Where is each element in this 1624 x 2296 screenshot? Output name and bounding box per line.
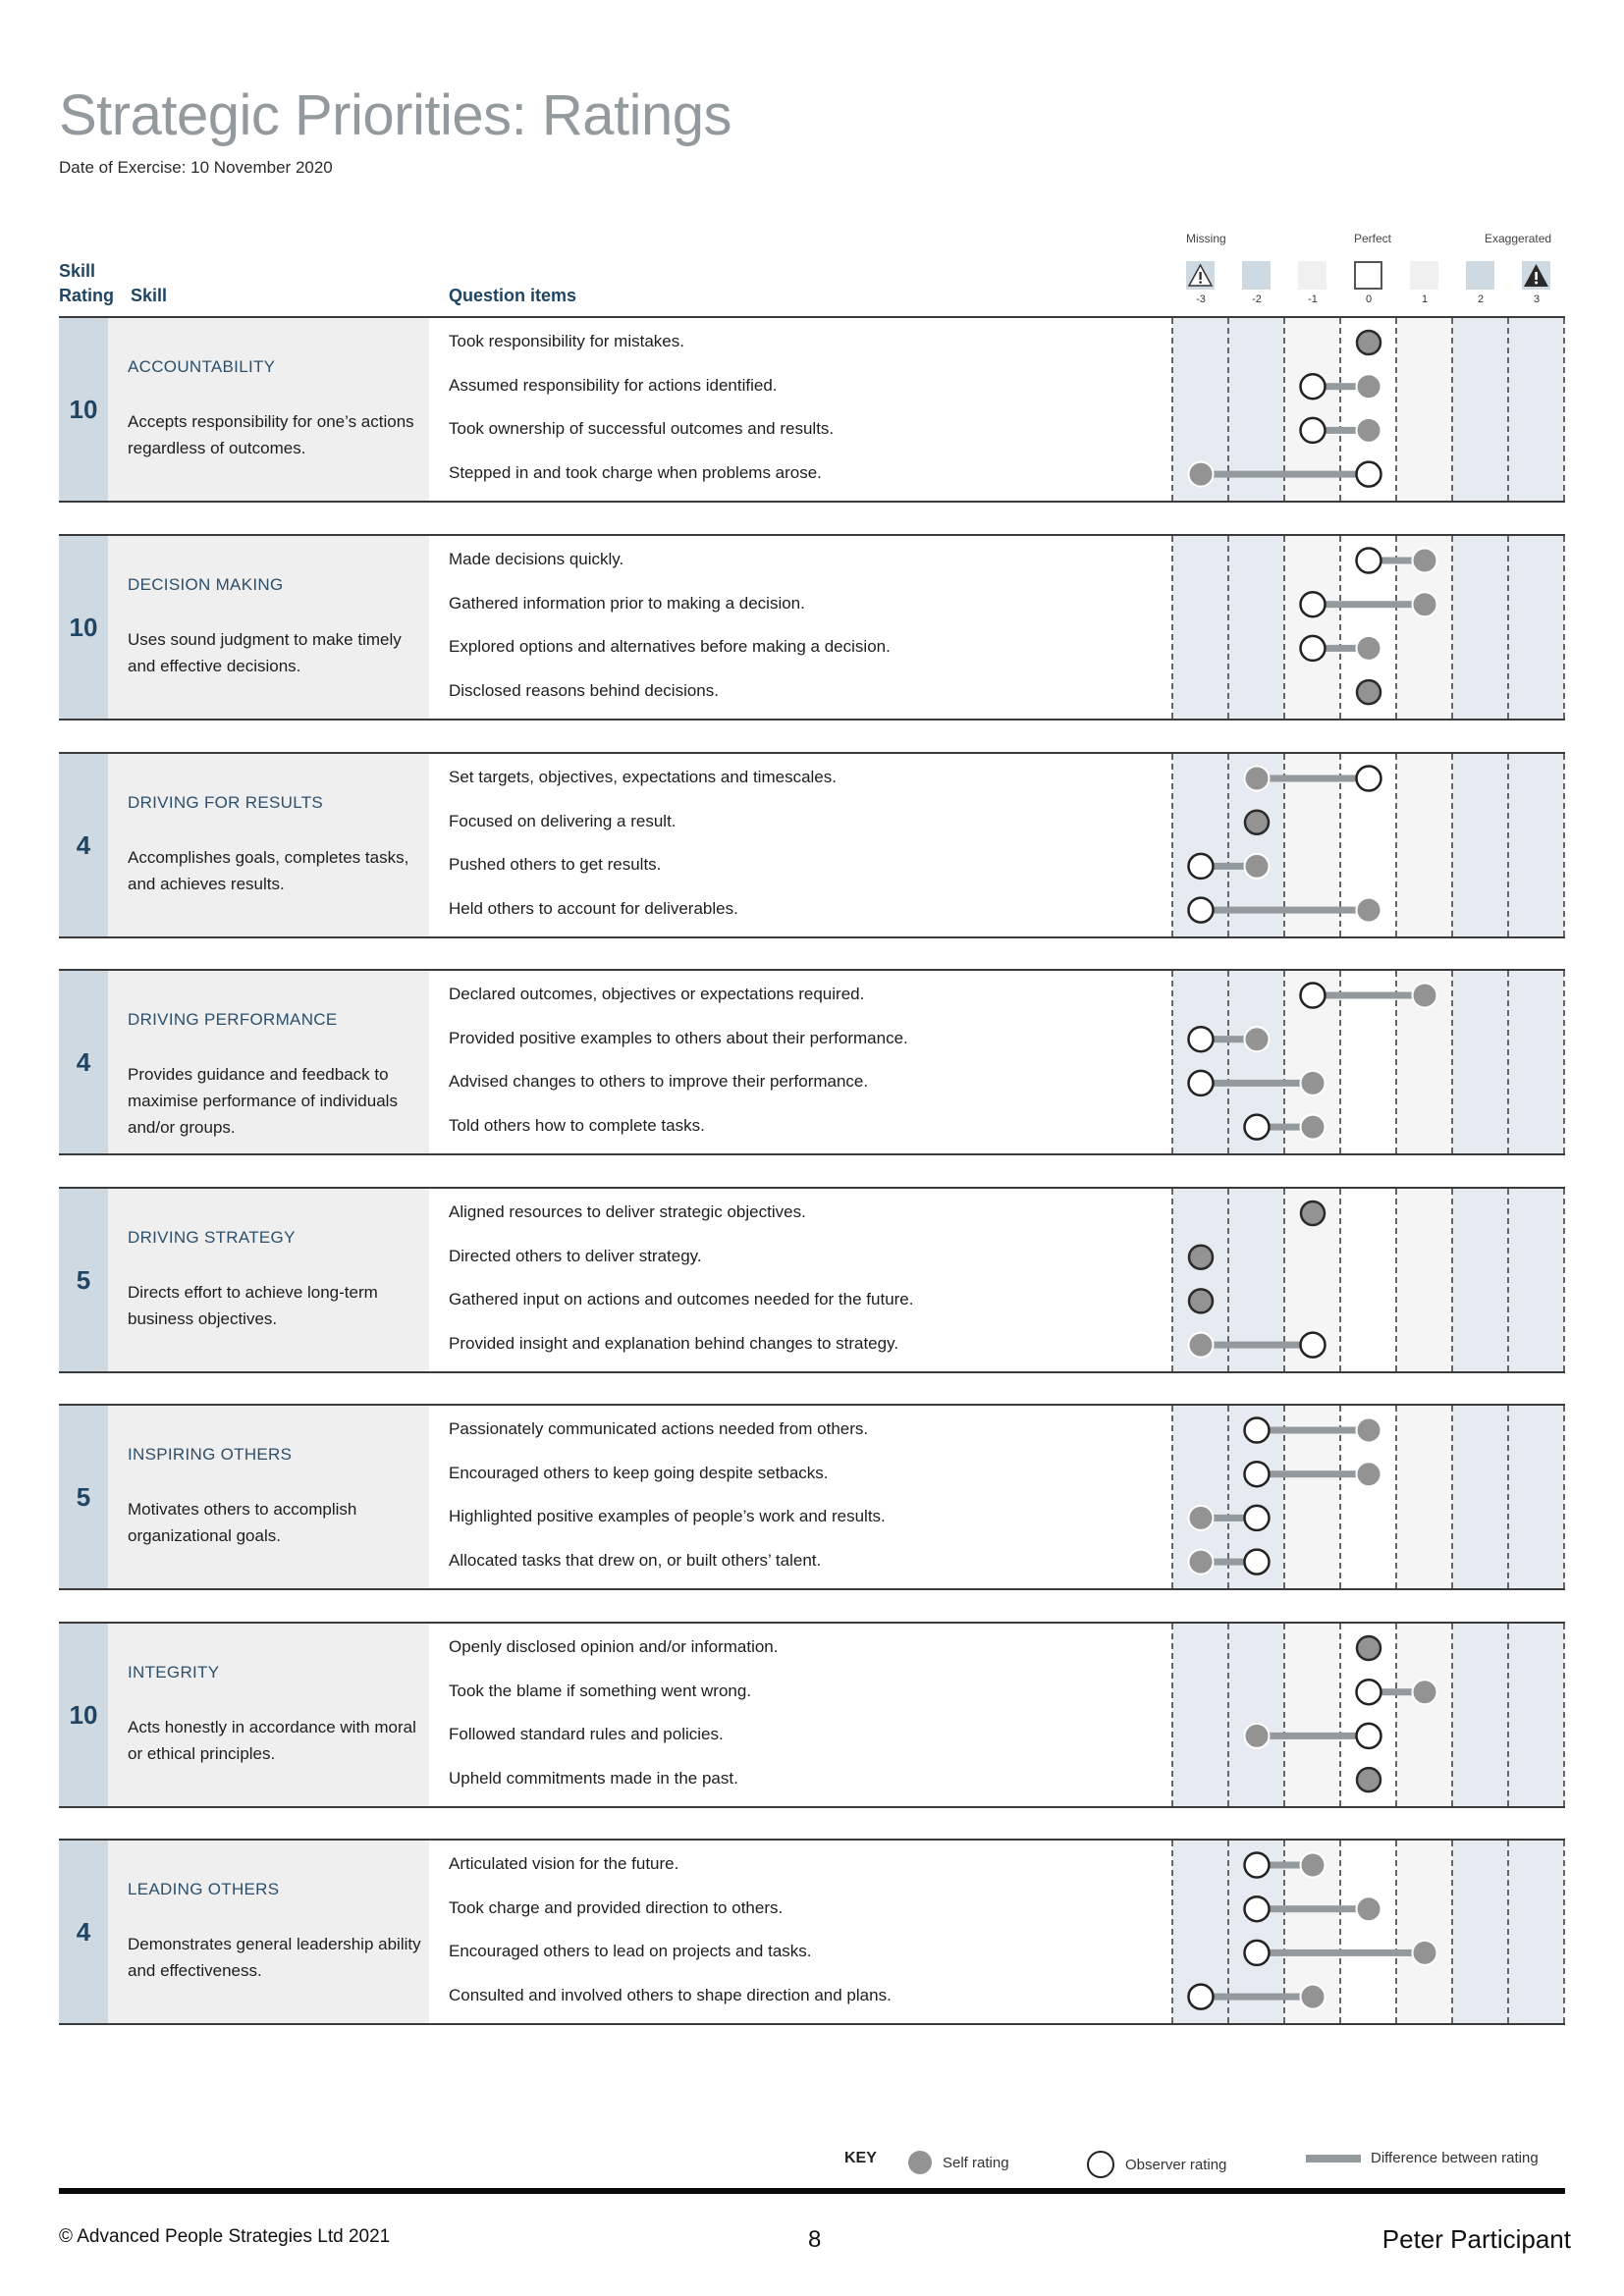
question-item: Took responsibility for mistakes. bbox=[449, 332, 684, 350]
scale-tick-label: -1 bbox=[1308, 294, 1318, 305]
skill-info bbox=[108, 1406, 429, 1588]
self-rating-marker bbox=[1189, 1506, 1214, 1530]
question-items bbox=[429, 1189, 1172, 1371]
rating-scale-legend bbox=[1172, 232, 1565, 310]
rating-chart bbox=[1172, 971, 1565, 1153]
scale-tick-label: 3 bbox=[1533, 294, 1541, 305]
scale-box-1 bbox=[1410, 261, 1438, 290]
self-rating-marker bbox=[1357, 1896, 1381, 1921]
skill-info bbox=[108, 1624, 429, 1806]
question-item: Gathered input on actions and outcomes needed for the future. bbox=[449, 1290, 914, 1309]
rating-chart bbox=[1172, 1841, 1565, 2023]
question-item: Made decisions quickly. bbox=[449, 550, 624, 568]
scale-exaggerated-label: Exaggerated bbox=[1485, 232, 1552, 245]
self-rating-marker bbox=[1357, 636, 1381, 661]
question-items bbox=[429, 318, 1172, 501]
skill-description: Accomplishes goals, completes tasks, and achieves results. bbox=[128, 848, 409, 893]
observer-rating-marker bbox=[1189, 1071, 1214, 1095]
skill-block-accountability bbox=[59, 316, 1565, 503]
key-title: KEY bbox=[844, 2150, 877, 2166]
rating-chart bbox=[1172, 318, 1565, 501]
skill-name: DECISION MAKING bbox=[128, 575, 284, 594]
question-item: Held others to account for deliverables. bbox=[449, 899, 738, 919]
difference-bar bbox=[1257, 775, 1369, 782]
observer-rating-marker bbox=[1189, 898, 1214, 923]
skill-block-decision-making bbox=[59, 534, 1565, 721]
question-item: Encouraged others to lead on projects and tasks. bbox=[449, 1942, 812, 1961]
question-item: Consulted and involved others to shape direction and plans. bbox=[449, 1986, 892, 2005]
rating-plot bbox=[1172, 1624, 1565, 1806]
matched-rating-marker bbox=[1357, 1636, 1380, 1660]
skill-name: DRIVING PERFORMANCE bbox=[128, 1010, 338, 1029]
self-rating-marker bbox=[1413, 984, 1437, 1008]
self-rating-marker bbox=[1245, 1027, 1270, 1051]
skill-name: DRIVING STRATEGY bbox=[128, 1228, 296, 1247]
column-header-question-items: Question items bbox=[449, 286, 577, 305]
skill-description: Motivates others to accomplish organizational goals. bbox=[128, 1500, 357, 1545]
question-item: Stepped in and took charge when problems arose. bbox=[449, 463, 822, 483]
self-rating-marker bbox=[1245, 1724, 1270, 1748]
skill-info bbox=[108, 754, 429, 936]
self-rating-marker bbox=[1245, 854, 1270, 879]
question-item: Aligned resources to deliver strategic objectives. bbox=[449, 1202, 806, 1221]
question-item: Took charge and provided direction to others. bbox=[449, 1897, 784, 1917]
skill-rating: 4 bbox=[59, 1841, 108, 2023]
observer-rating-marker bbox=[1357, 549, 1381, 573]
question-item: Told others how to complete tasks. bbox=[449, 1116, 705, 1136]
scale-tick-label: 0 bbox=[1365, 294, 1373, 305]
skill-name: INSPIRING OTHERS bbox=[128, 1445, 293, 1464]
self-rating-key-icon bbox=[907, 2150, 933, 2175]
observer-rating-marker bbox=[1245, 1853, 1270, 1878]
skill-description: Uses sound judgment to make timely and effective decisions. bbox=[128, 630, 402, 675]
difference-bar bbox=[1257, 1427, 1369, 1434]
difference-bar bbox=[1257, 1949, 1425, 1956]
observer-rating-marker bbox=[1245, 1462, 1270, 1486]
difference-bar bbox=[1313, 992, 1425, 999]
self-rating-marker bbox=[1357, 1462, 1381, 1486]
question-item: Gathered information prior to making a decision. bbox=[449, 593, 805, 613]
rating-plot bbox=[1172, 536, 1565, 719]
question-items bbox=[429, 536, 1172, 719]
rating-chart bbox=[1172, 536, 1565, 719]
rating-plot bbox=[1172, 754, 1565, 936]
skill-name: LEADING OTHERS bbox=[128, 1880, 280, 1898]
skill-info bbox=[108, 536, 429, 719]
self-rating-marker bbox=[1189, 462, 1214, 487]
observer-rating-marker bbox=[1245, 1896, 1270, 1921]
skill-block-driving-performance bbox=[59, 969, 1565, 1155]
observer-rating-marker bbox=[1357, 462, 1381, 487]
observer-rating-marker bbox=[1245, 1941, 1270, 1965]
observer-rating-marker bbox=[1301, 1333, 1326, 1358]
skill-description: Provides guidance and feedback to maximise performance of individuals and/or groups. bbox=[128, 1065, 398, 1137]
participant-name: Peter Participant bbox=[1381, 2224, 1571, 2254]
question-item: Assumed responsibility for actions identified. bbox=[449, 375, 778, 395]
rating-chart bbox=[1172, 1406, 1565, 1588]
column-header-skill-rating bbox=[59, 259, 114, 308]
skill-rating: 10 bbox=[59, 318, 108, 501]
page-number: 8 bbox=[808, 2226, 822, 2253]
observer-rating-marker bbox=[1301, 374, 1326, 399]
difference-bar-key-icon bbox=[1306, 2152, 1361, 2165]
self-rating-marker bbox=[1189, 1333, 1214, 1358]
scale-box-0 bbox=[1354, 261, 1382, 290]
rating-chart bbox=[1172, 754, 1565, 936]
scale-box--3 bbox=[1186, 261, 1215, 290]
scale-box--1 bbox=[1298, 261, 1326, 290]
skill-rating: 4 bbox=[59, 971, 108, 1153]
question-item: Passionately communicated actions needed from others. bbox=[449, 1419, 869, 1438]
observer-rating-marker bbox=[1301, 984, 1326, 1008]
matched-rating-marker bbox=[1189, 1289, 1213, 1312]
matched-rating-marker bbox=[1301, 1201, 1325, 1225]
skill-rating: 10 bbox=[59, 536, 108, 719]
scale-tick-label: 2 bbox=[1477, 294, 1485, 305]
rating-plot bbox=[1172, 971, 1565, 1153]
scale-tick-label: -2 bbox=[1252, 294, 1262, 305]
skill-description: Directs effort to achieve long-term business objectives. bbox=[128, 1283, 378, 1328]
observer-rating-marker bbox=[1189, 1027, 1214, 1051]
warning-filled-icon bbox=[1522, 261, 1550, 290]
scale-perfect-label: Perfect bbox=[1354, 232, 1392, 245]
difference-bar bbox=[1201, 1994, 1313, 2001]
difference-bar bbox=[1201, 907, 1369, 914]
scale-tick-label: 1 bbox=[1421, 294, 1429, 305]
skill-name: ACCOUNTABILITY bbox=[128, 357, 276, 376]
observer-rating-key-label: Observer rating bbox=[1125, 2156, 1227, 2173]
observer-rating-marker bbox=[1189, 854, 1214, 879]
matched-rating-marker bbox=[1245, 811, 1269, 834]
self-rating-marker bbox=[1189, 1550, 1214, 1575]
chart-key bbox=[844, 2150, 1571, 2179]
matched-rating-marker bbox=[1189, 1246, 1213, 1269]
skill-block-leading-others bbox=[59, 1839, 1565, 2025]
footer-copyright: © Advanced People Strategies Ltd 2021 bbox=[59, 2226, 391, 2247]
observer-rating-marker bbox=[1301, 592, 1326, 616]
skill-name: INTEGRITY bbox=[128, 1663, 220, 1682]
difference-bar bbox=[1257, 1470, 1369, 1477]
matched-rating-marker bbox=[1357, 680, 1380, 704]
self-rating-marker bbox=[1357, 1418, 1381, 1443]
difference-bar bbox=[1201, 1342, 1313, 1349]
self-rating-key-label: Self rating bbox=[943, 2154, 1009, 2171]
skill-info bbox=[108, 971, 429, 1153]
self-rating-marker bbox=[1301, 1853, 1326, 1878]
exercise-date: Date of Exercise: 10 November 2020 bbox=[59, 158, 333, 177]
question-item: Set targets, objectives, expectations and timescales. bbox=[449, 768, 837, 786]
question-item: Openly disclosed opinion and/or information. bbox=[449, 1637, 779, 1656]
self-rating-marker bbox=[1301, 1071, 1326, 1095]
column-header-skill: Skill bbox=[131, 286, 168, 305]
observer-rating-marker bbox=[1245, 1550, 1270, 1575]
question-item: Directed others to deliver strategy. bbox=[449, 1246, 702, 1265]
question-item: Took ownership of successful outcomes and results. bbox=[449, 419, 835, 439]
question-items bbox=[429, 1406, 1172, 1588]
skill-rating: 5 bbox=[59, 1189, 108, 1371]
observer-rating-marker bbox=[1301, 418, 1326, 443]
rating-plot bbox=[1172, 1189, 1565, 1371]
question-item: Advised changes to others to improve their performance. bbox=[449, 1072, 869, 1092]
self-rating-marker bbox=[1357, 898, 1381, 923]
observer-rating-marker bbox=[1245, 1115, 1270, 1140]
observer-rating-marker bbox=[1357, 1680, 1381, 1704]
observer-rating-marker bbox=[1357, 1724, 1381, 1748]
scale-box--2 bbox=[1242, 261, 1271, 290]
self-rating-marker bbox=[1413, 592, 1437, 616]
question-item: Explored options and alternatives before making a decision. bbox=[449, 637, 891, 657]
question-item: Allocated tasks that drew on, or built others’ talent. bbox=[449, 1551, 822, 1571]
self-rating-marker bbox=[1357, 418, 1381, 443]
question-item: Took the blame if something went wrong. bbox=[449, 1681, 752, 1700]
rating-plot bbox=[1172, 1841, 1565, 2023]
self-rating-marker bbox=[1245, 767, 1270, 791]
difference-bar bbox=[1257, 1905, 1369, 1912]
skill-rating: 10 bbox=[59, 1624, 108, 1806]
scale-box-3 bbox=[1522, 261, 1550, 290]
matched-rating-marker bbox=[1357, 331, 1380, 354]
question-item: Pushed others to get results. bbox=[449, 855, 662, 875]
warning-outline-icon bbox=[1186, 261, 1215, 290]
scale-missing-label: Missing bbox=[1186, 232, 1226, 245]
question-items bbox=[429, 754, 1172, 936]
observer-rating-marker bbox=[1357, 767, 1381, 791]
question-item: Highlighted positive examples of people’s work and results. bbox=[449, 1507, 886, 1526]
difference-key-label: Difference between rating bbox=[1371, 2150, 1539, 2166]
self-rating-marker bbox=[1413, 1680, 1437, 1704]
difference-bar bbox=[1313, 601, 1425, 608]
page-title: Strategic Priorities: Ratings bbox=[59, 83, 731, 147]
question-items bbox=[429, 1841, 1172, 2023]
skill-info bbox=[108, 318, 429, 501]
question-items bbox=[429, 1624, 1172, 1806]
observer-rating-key-icon bbox=[1086, 2150, 1115, 2179]
skill-rating-header-line2: Rating bbox=[59, 286, 114, 305]
observer-rating-marker bbox=[1245, 1418, 1270, 1443]
skill-description: Accepts responsibility for one’s actions regardless of outcomes. bbox=[128, 412, 414, 457]
skill-info bbox=[108, 1189, 429, 1371]
question-item: Disclosed reasons behind decisions. bbox=[449, 681, 719, 701]
skill-block-driving-strategy bbox=[59, 1187, 1565, 1373]
question-item: Provided insight and explanation behind changes to strategy. bbox=[449, 1334, 899, 1354]
observer-rating-marker bbox=[1301, 636, 1326, 661]
observer-rating-marker bbox=[1245, 1506, 1270, 1530]
difference-bar bbox=[1257, 1733, 1369, 1739]
footer-divider bbox=[59, 2188, 1565, 2194]
self-rating-marker bbox=[1413, 549, 1437, 573]
question-item: Declared outcomes, objectives or expectations required. bbox=[449, 985, 865, 1003]
skill-block-driving-for-results bbox=[59, 752, 1565, 938]
question-item: Encouraged others to keep going despite setbacks. bbox=[449, 1463, 829, 1482]
skill-description: Acts honestly in accordance with moral or ethical principles. bbox=[128, 1718, 416, 1763]
scale-tick-label: -3 bbox=[1196, 294, 1206, 305]
rating-chart bbox=[1172, 1624, 1565, 1806]
question-item: Upheld commitments made in the past. bbox=[449, 1769, 738, 1789]
question-item: Focused on delivering a result. bbox=[449, 811, 677, 830]
question-item: Articulated vision for the future. bbox=[449, 1854, 679, 1873]
self-rating-marker bbox=[1301, 1115, 1326, 1140]
skill-description: Demonstrates general leadership ability and effectiveness. bbox=[128, 1935, 421, 1980]
rating-plot bbox=[1172, 1406, 1565, 1588]
skill-block-inspiring-others bbox=[59, 1404, 1565, 1590]
rating-plot bbox=[1172, 318, 1565, 501]
rating-chart bbox=[1172, 1189, 1565, 1371]
difference-bar bbox=[1201, 1080, 1313, 1087]
self-rating-marker bbox=[1301, 1985, 1326, 2009]
scale-box-2 bbox=[1466, 261, 1494, 290]
observer-rating-marker bbox=[1189, 1985, 1214, 2009]
question-items bbox=[429, 971, 1172, 1153]
skill-rating: 4 bbox=[59, 754, 108, 936]
skill-rating-header-line1: Skill bbox=[59, 261, 96, 281]
self-rating-marker bbox=[1413, 1941, 1437, 1965]
question-item: Provided positive examples to others about their performance. bbox=[449, 1028, 908, 1047]
skill-block-integrity bbox=[59, 1622, 1565, 1808]
skill-rating: 5 bbox=[59, 1406, 108, 1588]
self-rating-marker bbox=[1357, 374, 1381, 399]
skill-info bbox=[108, 1841, 429, 2023]
question-item: Followed standard rules and policies. bbox=[449, 1725, 724, 1744]
skill-name: DRIVING FOR RESULTS bbox=[128, 793, 324, 812]
matched-rating-marker bbox=[1357, 1768, 1380, 1791]
difference-bar bbox=[1201, 471, 1369, 478]
